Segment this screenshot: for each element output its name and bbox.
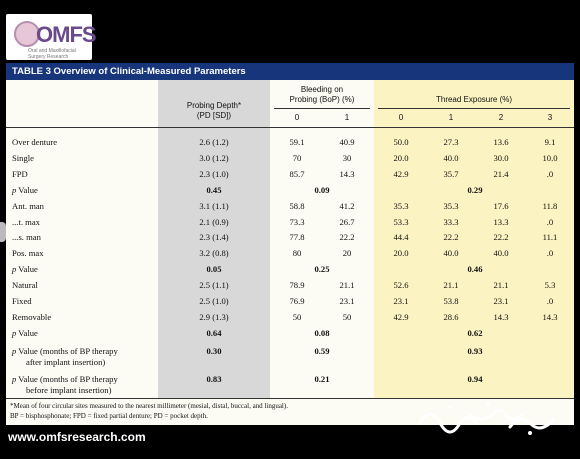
header-t1: 1 <box>448 113 454 122</box>
pvalue-bp-label-line2: before implant insertion) <box>26 384 112 395</box>
cell-t1: 33.3 <box>443 216 459 227</box>
row-label: p Value <box>12 327 38 338</box>
cell-t0: 42.9 <box>393 168 409 179</box>
cell-probing: 3.2 (0.8) <box>199 248 229 259</box>
cell-bop-0: 59.1 <box>289 137 305 147</box>
footnote-1: *Mean of four circular sites measured to the nearest millimeter (mesial, distal, buccal, and lingual). <box>10 402 288 410</box>
cell-t0: 53.3 <box>393 216 409 227</box>
website-url: www.omfsresearch.com <box>8 430 146 444</box>
row-label: p Value <box>12 184 38 195</box>
row-label: Single <box>12 152 34 163</box>
cell-t0: 20.0 <box>393 248 409 259</box>
pvalue-bleeding: 0.08 <box>314 327 330 338</box>
cell-t3: .0 <box>546 216 554 227</box>
cell-bop-0: 73.3 <box>289 216 305 227</box>
cell-probing: 2.1 (0.9) <box>199 216 229 227</box>
cell-t1: 22.2 <box>443 232 459 243</box>
pvalue-thread: 0.29 <box>467 184 483 195</box>
header-bleeding: Bleeding on <box>300 85 344 94</box>
cell-t0: 42.9 <box>393 311 409 322</box>
cell-bop-1: 50 <box>342 311 352 322</box>
cell-t1: 28.6 <box>443 311 459 322</box>
header-bleeding-sub: Probing (BoP) (%) <box>289 95 355 104</box>
header-t0: 0 <box>398 113 404 122</box>
cell-probing: 2.3 (1.0) <box>199 168 229 179</box>
cell-bop-1: 22.2 <box>339 232 355 243</box>
cell-t2: 17.6 <box>493 200 509 211</box>
cell-t0: 35.3 <box>393 200 409 211</box>
table-caption: TABLE 3 Overview of Clinical-Measured Parameters <box>6 63 574 80</box>
pvalue-bleeding: 0.21 <box>314 373 330 384</box>
cell-probing: 2.9 (1.3) <box>199 311 229 322</box>
cell-t3: .0 <box>546 248 554 259</box>
cell-t0: 50.0 <box>393 137 409 147</box>
pvalue-bleeding: 0.09 <box>314 184 330 195</box>
cell-t1: 27.3 <box>443 137 459 147</box>
cell-t3: 5.3 <box>544 280 556 291</box>
cell-bop-0: 85.7 <box>289 168 305 179</box>
pvalue-bp-label: p Value (months of BP therapy <box>12 345 118 356</box>
header-bottom-rule <box>6 127 574 128</box>
cell-bop-0: 80 <box>292 248 302 259</box>
header-bop-1: 1 <box>344 113 350 122</box>
pvalue-bleeding: 0.25 <box>314 264 330 275</box>
cell-t3: 14.3 <box>542 311 558 322</box>
row-label: Fixed <box>12 296 32 306</box>
cell-t2: 21.4 <box>493 168 509 179</box>
header-bop-0: 0 <box>294 113 300 122</box>
cell-bop-0: 70 <box>292 152 302 163</box>
cell-bop-1: 41.2 <box>339 200 355 211</box>
cell-probing: 3.1 (1.1) <box>199 200 229 211</box>
cell-t3: .0 <box>546 296 554 306</box>
cell-t2: 14.3 <box>493 311 509 322</box>
cell-t1: 35.3 <box>443 200 459 211</box>
row-label: Ant. man <box>12 200 44 211</box>
cell-bop-1: 14.3 <box>339 168 355 179</box>
cell-t1: 53.8 <box>443 296 459 306</box>
cell-t1: 21.1 <box>443 280 459 291</box>
cell-probing: 2.5 (1.0) <box>199 296 229 306</box>
row-label: ...s. man <box>12 232 41 243</box>
row-label: Over denture <box>12 137 58 147</box>
cell-t3: 11.8 <box>542 200 558 211</box>
pvalue-bleeding: 0.59 <box>314 345 330 356</box>
footnote-2: BP = bisphosphonate; FPD = fixed partial denture; PD = pocket depth. <box>10 412 208 420</box>
omfs-logo <box>6 14 96 60</box>
pvalue-bp-label: p Value (months of BP therapy <box>12 373 118 384</box>
cell-bop-1: 30 <box>342 152 352 163</box>
pvalue-probing: 0.45 <box>206 184 222 195</box>
cell-t0: 44.4 <box>393 232 409 243</box>
header-t2: 2 <box>498 113 504 122</box>
cell-t3: 9.1 <box>544 137 556 147</box>
row-label: Removable <box>12 311 52 322</box>
cell-bop-1: 20 <box>342 248 352 259</box>
cell-bop-1: 21.1 <box>339 280 355 291</box>
header-t3: 3 <box>547 113 553 122</box>
cell-probing: 2.6 (1.2) <box>199 137 229 147</box>
cell-t1: 40.0 <box>443 248 459 259</box>
cell-bop-0: 50 <box>292 311 302 322</box>
header-probing: Probing Depth* <box>186 101 242 110</box>
cell-t0: 20.0 <box>393 152 409 163</box>
pvalue-probing: 0.05 <box>206 264 222 275</box>
cell-bop-0: 78.9 <box>289 280 305 291</box>
cell-t0: 23.1 <box>393 296 409 306</box>
pvalue-bp-label-line2: after implant insertion) <box>26 356 106 367</box>
pvalue-thread: 0.62 <box>467 327 483 338</box>
persian-signature-watermark <box>410 393 570 441</box>
cell-t3: 10.0 <box>542 152 558 163</box>
header-thread: Thread Exposure (%) <box>435 95 513 104</box>
header-probing-sub: (PD [SD]) <box>196 111 232 120</box>
logo-text: OMFS <box>36 22 96 47</box>
cell-t1: 35.7 <box>443 168 459 179</box>
cell-bop-1: 23.1 <box>339 296 355 306</box>
row-label: Pos. max <box>12 248 44 259</box>
cell-probing: 2.5 (1.1) <box>199 280 229 291</box>
row-label: Natural <box>12 280 38 291</box>
pvalue-thread: 0.46 <box>467 264 483 275</box>
thread-rule <box>378 108 570 109</box>
cell-bop-1: 26.7 <box>339 216 355 227</box>
cell-bop-1: 40.9 <box>339 137 355 147</box>
cell-t2: 22.2 <box>493 232 509 243</box>
cell-t2: 13.6 <box>493 137 509 147</box>
row-label: FPD <box>12 168 28 179</box>
logo-subtitle: Oral and Maxillofacial Surgery Research <box>28 48 76 60</box>
pvalue-thread: 0.94 <box>467 373 483 384</box>
pvalue-probing: 0.83 <box>206 373 222 384</box>
cell-bop-0: 58.8 <box>289 200 305 211</box>
cell-t2: 13.3 <box>493 216 509 227</box>
cell-t2: 40.0 <box>493 248 509 259</box>
cell-probing: 3.0 (1.2) <box>199 152 229 163</box>
cell-t2: 30.0 <box>493 152 509 163</box>
pvalue-probing: 0.64 <box>206 327 222 338</box>
pvalue-thread: 0.93 <box>467 345 483 356</box>
cell-probing: 2.3 (1.4) <box>199 232 229 243</box>
cell-bop-0: 76.9 <box>289 296 305 306</box>
cell-t0: 52.6 <box>393 280 409 291</box>
row-label: ...t. max <box>12 216 40 227</box>
table-page <box>6 63 574 425</box>
cell-t1: 40.0 <box>443 152 459 163</box>
row-label: p Value <box>12 264 38 275</box>
cell-t3: .0 <box>546 168 554 179</box>
cell-t3: 11.1 <box>542 232 558 243</box>
cell-t2: 23.1 <box>493 296 509 306</box>
cell-bop-0: 77.8 <box>289 232 305 243</box>
cell-t2: 21.1 <box>493 280 509 291</box>
pvalue-probing: 0.30 <box>206 345 222 356</box>
bleeding-rule <box>274 108 370 109</box>
